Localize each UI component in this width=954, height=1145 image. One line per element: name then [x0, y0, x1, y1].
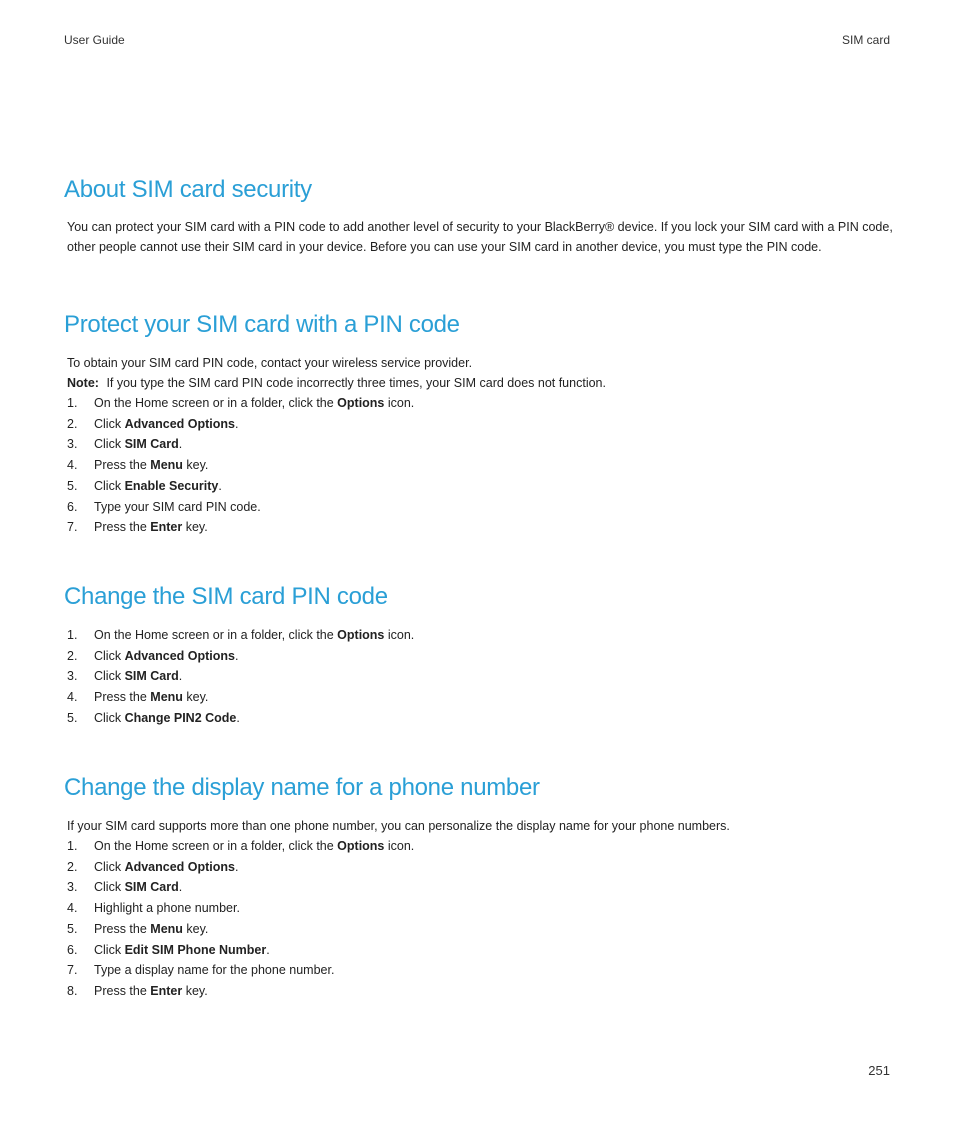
page-number: 251	[868, 1063, 890, 1078]
section-change-sim-pin	[64, 582, 894, 729]
step-ui-term: Change PIN2 Code	[124, 710, 237, 725]
step-number: 2.	[67, 859, 78, 874]
step-text	[94, 497, 261, 518]
running-header-right: SIM card	[841, 33, 890, 47]
step-text-pre: Click	[94, 942, 125, 957]
step-text	[94, 940, 270, 961]
step-text-pre: Press the	[94, 921, 151, 936]
step-number: 7.	[67, 963, 78, 978]
step-number: 2.	[67, 648, 78, 663]
step-ui-term: Options	[337, 628, 385, 642]
step-text-pre: Click	[94, 859, 125, 874]
step-number: 7.	[67, 520, 78, 535]
step-text-pre: Click	[94, 478, 125, 493]
step-ui-term: Options	[337, 396, 385, 410]
step-text-pre: Click	[94, 710, 125, 725]
step-text-pre: On the Home screen or in a folder, click the	[94, 396, 338, 410]
step-ui-term: Enter	[150, 520, 183, 535]
step-text	[94, 708, 240, 729]
list-item	[67, 497, 894, 518]
step-text-pre: Highlight a phone number.	[94, 901, 240, 916]
step-ui-term: Advanced Options	[124, 859, 235, 874]
step-text-post: .	[236, 710, 240, 725]
step-text-post: .	[235, 648, 239, 663]
list-item	[67, 898, 894, 919]
step-ui-term: SIM Card	[124, 880, 179, 895]
step-list	[64, 836, 894, 1002]
step-text-post: .	[266, 942, 270, 957]
list-item	[67, 919, 894, 940]
list-item	[67, 393, 894, 414]
step-number: 3.	[67, 437, 78, 452]
step-text	[94, 857, 238, 878]
list-item	[67, 646, 894, 667]
step-text-post: .	[178, 437, 183, 452]
list-item	[67, 517, 894, 538]
note-label: Note:	[67, 376, 99, 390]
step-text	[94, 455, 208, 476]
step-text	[94, 517, 208, 538]
step-ui-term: Advanced Options	[124, 416, 235, 431]
step-text-post: .	[178, 669, 183, 684]
step-text-pre: Type a display name for the phone number.	[94, 963, 335, 978]
step-text-post: .	[178, 880, 183, 895]
step-number: 4.	[67, 458, 78, 473]
step-text	[94, 981, 208, 1002]
step-text-post: icon.	[384, 839, 415, 853]
step-text	[94, 877, 182, 898]
list-item	[67, 981, 894, 1002]
step-text	[94, 687, 208, 708]
step-ui-term: Enter	[150, 983, 183, 998]
step-text-post: .	[235, 416, 239, 431]
step-text	[94, 476, 222, 497]
step-text-pre: On the Home screen or in a folder, click the	[94, 628, 338, 642]
step-text	[94, 960, 334, 981]
step-text	[94, 434, 182, 455]
step-number: 5.	[67, 478, 78, 493]
step-text-pre: Press the	[94, 983, 151, 998]
step-ui-term: Enable Security	[124, 478, 219, 493]
step-text	[94, 666, 182, 687]
step-ui-term: Options	[337, 839, 385, 853]
list-item	[67, 414, 894, 435]
step-text-pre: Press the	[94, 520, 151, 535]
section-title: Protect your SIM card with a PIN code	[64, 311, 460, 338]
step-number: 4.	[67, 901, 78, 916]
step-text-pre: Click	[94, 669, 125, 684]
step-number: 8.	[67, 983, 78, 998]
step-text	[94, 836, 414, 857]
step-text	[94, 414, 238, 435]
step-text-post: .	[218, 478, 222, 493]
step-number: 2.	[67, 416, 78, 431]
section-intro: You can protect your SIM card with a PIN code to add another level of security to your BlackBerry® device. If you lock your SIM card with a PIN code, other people cannot use their SIM card in your device. Before you can use your SIM card in another device, you must type the PIN code.	[67, 220, 893, 254]
section-protect-sim-card	[64, 310, 894, 538]
step-text-pre: On the Home screen or in a folder, click the	[94, 839, 338, 853]
step-text-pre: Click	[94, 648, 125, 663]
step-text-post: key.	[182, 921, 209, 936]
list-item	[67, 960, 894, 981]
section-title: About SIM card security	[64, 176, 312, 203]
step-text-pre: Click	[94, 437, 125, 452]
step-text-post: key.	[182, 458, 209, 473]
section-change-display-name	[64, 773, 894, 1002]
step-number: 3.	[67, 880, 78, 895]
step-text-post: icon.	[384, 396, 415, 410]
step-ui-term: Menu	[150, 921, 183, 936]
list-item	[67, 666, 894, 687]
list-item	[67, 708, 894, 729]
step-ui-term: SIM Card	[124, 437, 179, 452]
step-number: 1.	[67, 396, 78, 410]
step-ui-term: SIM Card	[124, 669, 179, 684]
step-number: 6.	[67, 942, 78, 957]
step-text-post: key.	[182, 520, 208, 535]
step-ui-term: Menu	[150, 458, 183, 473]
step-text-pre: Press the	[94, 458, 151, 473]
step-list	[64, 393, 894, 538]
step-ui-term: Advanced Options	[124, 648, 235, 663]
step-number: 6.	[67, 499, 78, 514]
step-number: 5.	[67, 710, 78, 725]
list-item	[67, 836, 894, 857]
step-number: 1.	[67, 628, 78, 642]
list-item	[67, 476, 894, 497]
step-text	[94, 919, 208, 940]
step-number: 3.	[67, 669, 78, 684]
list-item	[67, 625, 894, 646]
step-text-post: key.	[182, 690, 209, 705]
running-header-left: User Guide	[64, 33, 125, 47]
step-text-pre: Type your SIM card PIN code.	[94, 499, 261, 514]
section-intro: If your SIM card supports more than one phone number, you can personalize the display name for your phone numbers.	[67, 819, 730, 833]
step-text-pre: Press the	[94, 690, 151, 705]
step-text	[94, 646, 238, 667]
step-ui-term: Menu	[150, 690, 183, 705]
section-about-sim-card-security	[64, 175, 894, 257]
step-list	[64, 625, 894, 729]
note-text: If you type the SIM card PIN code incorrectly three times, your SIM card does not function.	[106, 376, 606, 390]
list-item	[67, 455, 894, 476]
step-number: 4.	[67, 690, 78, 705]
step-text-post: key.	[182, 983, 208, 998]
step-number: 5.	[67, 921, 78, 936]
list-item	[67, 434, 894, 455]
list-item	[67, 940, 894, 961]
step-ui-term: Edit SIM Phone Number	[124, 942, 267, 957]
list-item	[67, 857, 894, 878]
step-text-post: .	[235, 859, 239, 874]
step-text-pre: Click	[94, 880, 125, 895]
step-text-post: icon.	[384, 628, 415, 642]
step-text	[94, 898, 240, 919]
step-text	[94, 625, 414, 646]
list-item	[67, 687, 894, 708]
step-number: 1.	[67, 839, 78, 853]
note	[67, 373, 894, 393]
step-text-pre: Click	[94, 416, 125, 431]
step-text	[94, 393, 414, 414]
section-intro: To obtain your SIM card PIN code, contact your wireless service provider.	[67, 356, 473, 370]
section-title: Change the SIM card PIN code	[64, 583, 388, 610]
section-title: Change the display name for a phone number	[64, 774, 540, 801]
list-item	[67, 877, 894, 898]
